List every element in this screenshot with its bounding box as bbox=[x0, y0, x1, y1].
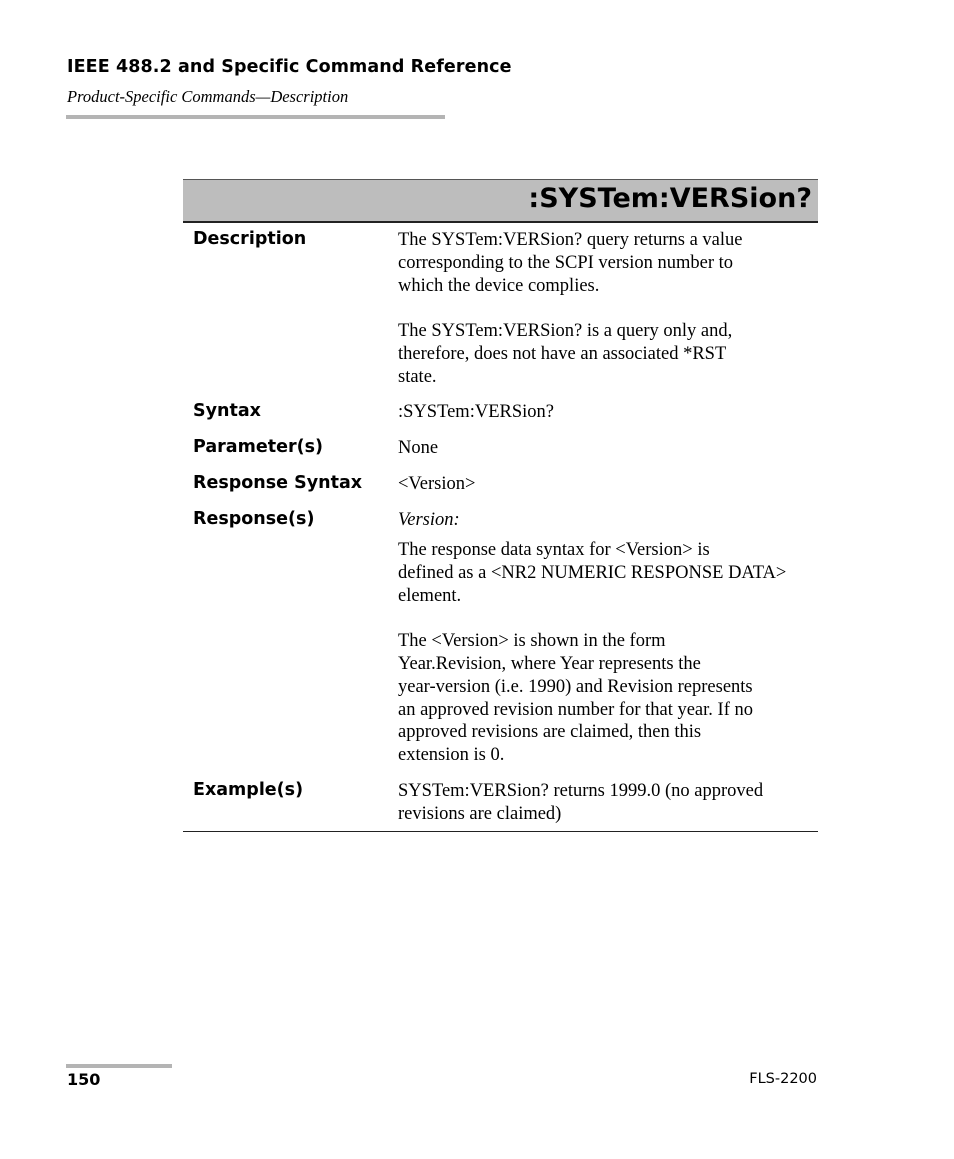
command-title: :SYSTem:VERSion? bbox=[528, 183, 812, 214]
syntax-text: :SYSTem:VERSion? bbox=[398, 402, 554, 422]
parameters-text: None bbox=[398, 438, 439, 458]
response-syntax-label: Response Syntax bbox=[193, 473, 363, 493]
examples-label: Example(s) bbox=[193, 780, 304, 800]
description-label: Description bbox=[193, 229, 307, 249]
response-syntax-text: <Version> bbox=[398, 474, 476, 494]
product-name: FLS-2200 bbox=[749, 1071, 817, 1087]
parameters-label: Parameter(s) bbox=[193, 437, 323, 457]
footer-rule bbox=[66, 1064, 172, 1068]
responses-text: The response data syntax for <Version> is defined as a <NR2 NUMERIC RESPONSE DATA> element. The <Version> is shown in the form Year.Revision, where Year represents the year-version (i.e. 1990) and Revision represents an approved revision number for that year. If no approved revisions are claimed, then this extension is 0. bbox=[398, 540, 787, 766]
command-title-bar bbox=[183, 179, 818, 223]
responses-label: Response(s) bbox=[193, 509, 315, 529]
page-number: 150 bbox=[67, 1070, 101, 1089]
description-text: The SYSTem:VERSion? query returns a value corresponding to the SCPI version number to which the device complies. The SYSTem:VERSion? is a query only and, therefore, does not have an associated *RST state. bbox=[398, 230, 743, 387]
header-rule bbox=[66, 115, 445, 119]
examples-text: SYSTem:VERSion? returns 1999.0 (no approved revisions are claimed) bbox=[398, 781, 764, 824]
section-subtitle: Product-Specific Commands—Description bbox=[67, 87, 349, 106]
table-bottom-rule bbox=[183, 831, 818, 832]
response-param-name: Version: bbox=[398, 510, 460, 530]
section-title: IEEE 488.2 and Specific Command Reference bbox=[67, 57, 512, 77]
syntax-label: Syntax bbox=[193, 401, 261, 421]
